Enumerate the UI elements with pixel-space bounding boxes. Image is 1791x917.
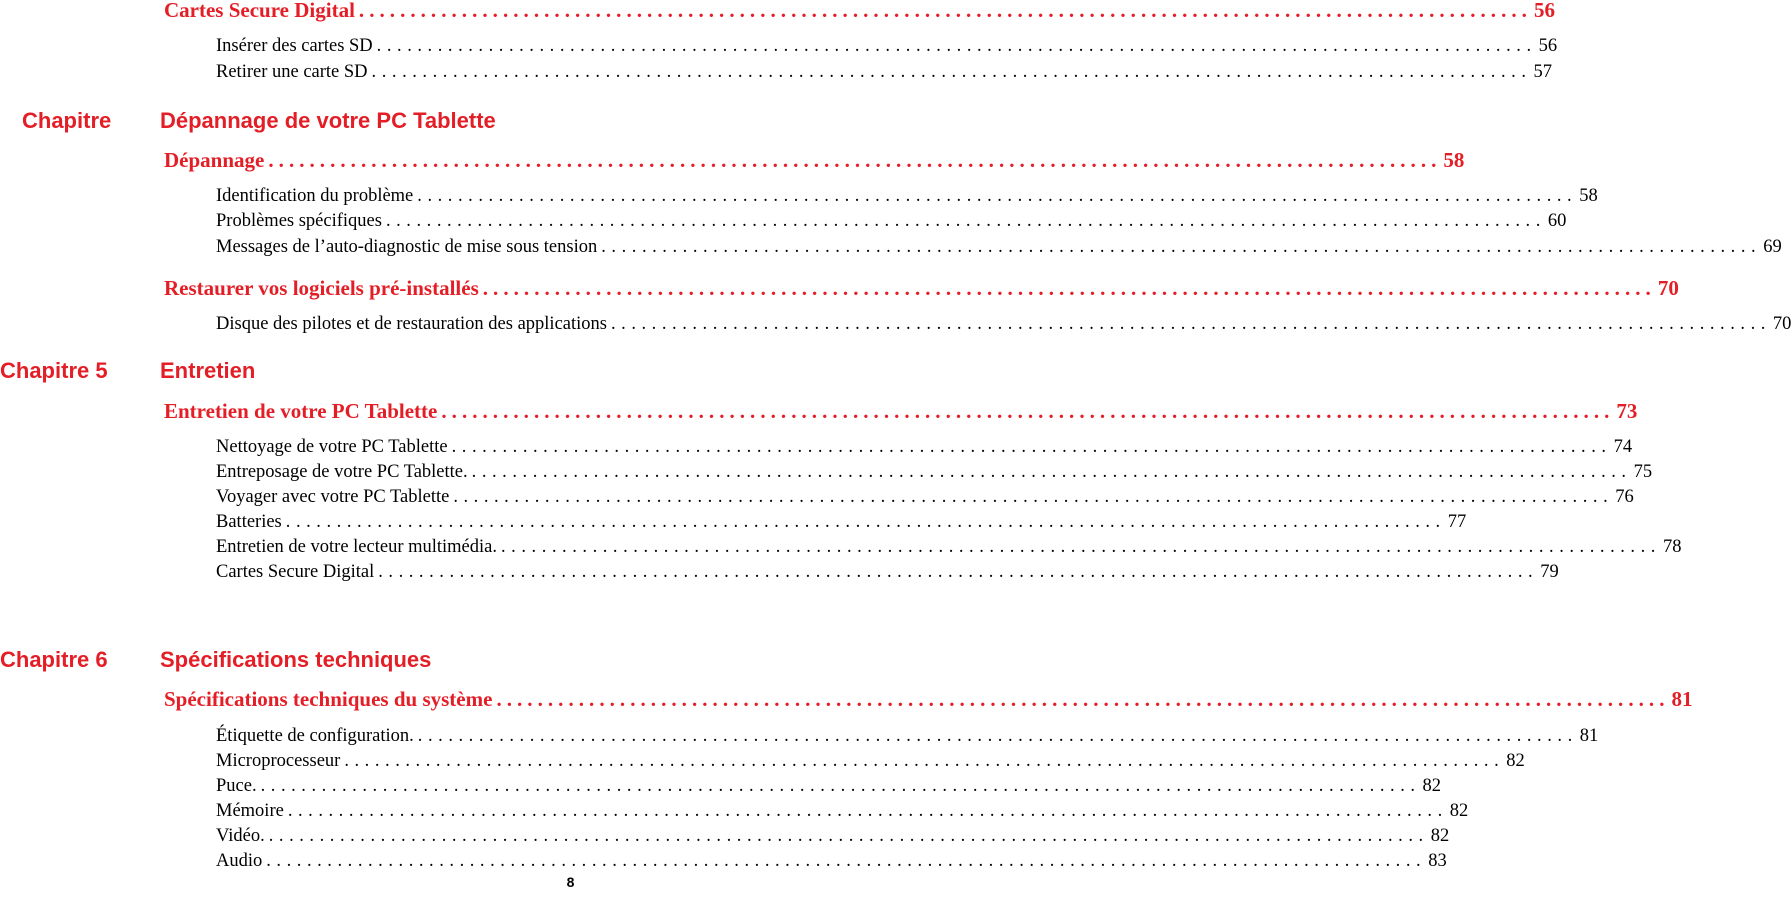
toc-entry-chip[interactable] bbox=[216, 776, 1442, 800]
toc-page-number: 82 bbox=[1430, 826, 1450, 846]
toc-page-number: 60 bbox=[1547, 211, 1567, 231]
toc-page-number: 83 bbox=[1428, 851, 1447, 871]
leader-dots: .................................................................................................................. bbox=[385, 211, 1546, 231]
leader-dots: .................................................................................................................. bbox=[610, 314, 1771, 334]
leader-dots: .................................................................................................................. bbox=[417, 726, 1578, 746]
toc-entry-identify[interactable] bbox=[216, 186, 1598, 210]
toc-entry-specific[interactable] bbox=[216, 211, 1567, 235]
toc-entry-batteries[interactable] bbox=[216, 512, 1467, 536]
toc-page-number: 74 bbox=[1613, 437, 1633, 457]
chapter-title: Dépannage de votre PC Tablette bbox=[160, 108, 496, 133]
toc-section-care[interactable] bbox=[164, 399, 1638, 427]
toc-entry-sd-insert[interactable] bbox=[216, 36, 1558, 60]
toc-section-troubleshooting[interactable] bbox=[164, 148, 1465, 176]
toc-page-number: 77 bbox=[1447, 512, 1467, 532]
page-number: 8 bbox=[566, 874, 575, 890]
toc-page-number: 56 bbox=[1533, 0, 1555, 22]
leader-dots: .................................................................................................................. bbox=[358, 0, 1532, 22]
toc-entry-title: Identification du problème bbox=[216, 186, 414, 206]
toc-page-number: 81 bbox=[1671, 687, 1693, 711]
toc-entry-title: Voyager avec votre PC Tablette bbox=[216, 487, 450, 507]
toc-entry-video[interactable] bbox=[216, 826, 1450, 850]
toc-entry-title: Audio bbox=[216, 851, 263, 871]
toc-page-number: 70 bbox=[1772, 314, 1791, 334]
toc-entry-title: Vidéo. bbox=[216, 826, 265, 846]
leader-dots: .................................................................................................................. bbox=[471, 462, 1632, 482]
toc-entry-title: Mémoire bbox=[216, 801, 284, 821]
chapter-title: Entretien bbox=[160, 358, 256, 383]
leader-dots: .................................................................................................................. bbox=[417, 186, 1578, 206]
toc-page-number: 76 bbox=[1615, 487, 1634, 507]
toc-entry-title: Spécifications techniques du système bbox=[164, 687, 493, 711]
chapter-title: Spécifications techniques bbox=[160, 647, 432, 672]
toc-page-number: 82 bbox=[1506, 751, 1525, 771]
leader-dots: .................................................................................................................. bbox=[482, 276, 1656, 300]
toc-entry-title: Disque des pilotes et de restauration des applications bbox=[216, 314, 607, 334]
toc-entry-title: Puce. bbox=[216, 776, 257, 796]
toc-page-number: 73 bbox=[1616, 399, 1638, 423]
leader-dots: .................................................................................................................. bbox=[451, 437, 1612, 457]
toc-entry-cleaning[interactable] bbox=[216, 437, 1633, 461]
toc-section-specs[interactable] bbox=[164, 687, 1693, 715]
toc-page-number: 81 bbox=[1579, 726, 1599, 746]
toc-entry-title: Nettoyage de votre PC Tablette bbox=[216, 437, 448, 457]
toc-entry-title: Cartes Secure Digital bbox=[216, 562, 375, 582]
toc-entry-title: Restaurer vos logiciels pré-installés bbox=[164, 276, 479, 300]
toc-entry-title: Dépannage bbox=[164, 148, 265, 172]
toc-page-number: 79 bbox=[1540, 562, 1559, 582]
toc-entry-title: Messages de l’auto-diagnostic de mise sous tension bbox=[216, 237, 598, 257]
leader-dots: .................................................................................................................. bbox=[285, 512, 1446, 532]
leader-dots: .................................................................................................................. bbox=[268, 148, 1442, 172]
toc-entry-title: Microprocesseur bbox=[216, 751, 341, 771]
toc-page-number: 58 bbox=[1579, 186, 1598, 206]
toc-entry-title: Batteries bbox=[216, 512, 282, 532]
toc-page-number: 82 bbox=[1422, 776, 1442, 796]
toc-entry-media-drive[interactable] bbox=[216, 537, 1682, 561]
leader-dots: .................................................................................................................. bbox=[266, 851, 1427, 871]
toc-section-restore[interactable] bbox=[164, 276, 1679, 304]
toc-entry-cpu[interactable] bbox=[216, 751, 1525, 775]
leader-dots: .................................................................................................................. bbox=[453, 487, 1614, 507]
leader-dots: .................................................................................................................. bbox=[287, 801, 1448, 821]
toc-entry-audio[interactable] bbox=[216, 851, 1447, 875]
toc-entry-travel[interactable] bbox=[216, 487, 1634, 511]
chapter-label: Chapitre bbox=[22, 108, 112, 133]
toc-entry-storing[interactable] bbox=[216, 462, 1653, 486]
leader-dots: .................................................................................................................. bbox=[371, 62, 1532, 82]
toc-page-number: 70 bbox=[1657, 276, 1679, 300]
toc-entry-memory[interactable] bbox=[216, 801, 1469, 825]
toc-entry-title: Entreposage de votre PC Tablette. bbox=[216, 462, 468, 482]
toc-page-number: 75 bbox=[1633, 462, 1653, 482]
toc-page-number: 82 bbox=[1449, 801, 1469, 821]
toc-entry-restore-disc[interactable] bbox=[216, 314, 1791, 338]
leader-dots: .................................................................................................................. bbox=[268, 826, 1429, 846]
leader-dots: .................................................................................................................. bbox=[601, 237, 1762, 257]
toc-page-number: 57 bbox=[1533, 62, 1552, 82]
leader-dots: .................................................................................................................. bbox=[344, 751, 1505, 771]
chapter-label: Chapitre 6 bbox=[0, 647, 108, 672]
toc-entry-title: Entretien de votre lecteur multimédia. bbox=[216, 537, 497, 557]
toc-entry-title: Étiquette de configuration. bbox=[216, 726, 414, 746]
toc-page-number: 78 bbox=[1662, 537, 1682, 557]
leader-dots: .................................................................................................................. bbox=[441, 399, 1615, 423]
toc-entry-sd-care[interactable] bbox=[216, 562, 1559, 586]
leader-dots: .................................................................................................................. bbox=[378, 562, 1539, 582]
leader-dots: .................................................................................................................. bbox=[260, 776, 1421, 796]
toc-page-number: 56 bbox=[1538, 36, 1558, 56]
toc-entry-post-messages[interactable] bbox=[216, 237, 1782, 261]
toc-entry-title: Cartes Secure Digital bbox=[164, 0, 355, 22]
toc-entry-title: Problèmes spécifiques bbox=[216, 211, 382, 231]
leader-dots: .................................................................................................................. bbox=[501, 537, 1661, 557]
leader-dots: .................................................................................................................. bbox=[496, 687, 1670, 711]
toc-page-number: 58 bbox=[1443, 148, 1465, 172]
toc-entry-title: Retirer une carte SD bbox=[216, 62, 368, 82]
toc-entry-title: Entretien de votre PC Tablette bbox=[164, 399, 438, 423]
leader-dots: .................................................................................................................. bbox=[376, 36, 1537, 56]
toc-entry-config-label[interactable] bbox=[216, 726, 1599, 750]
toc-page-number: 69 bbox=[1763, 237, 1782, 257]
toc-entry-sd-remove[interactable] bbox=[216, 62, 1552, 86]
chapter-label: Chapitre 5 bbox=[0, 358, 108, 383]
toc-section-sd-cards[interactable] bbox=[164, 0, 1555, 26]
toc-entry-title: Insérer des cartes SD bbox=[216, 36, 373, 56]
